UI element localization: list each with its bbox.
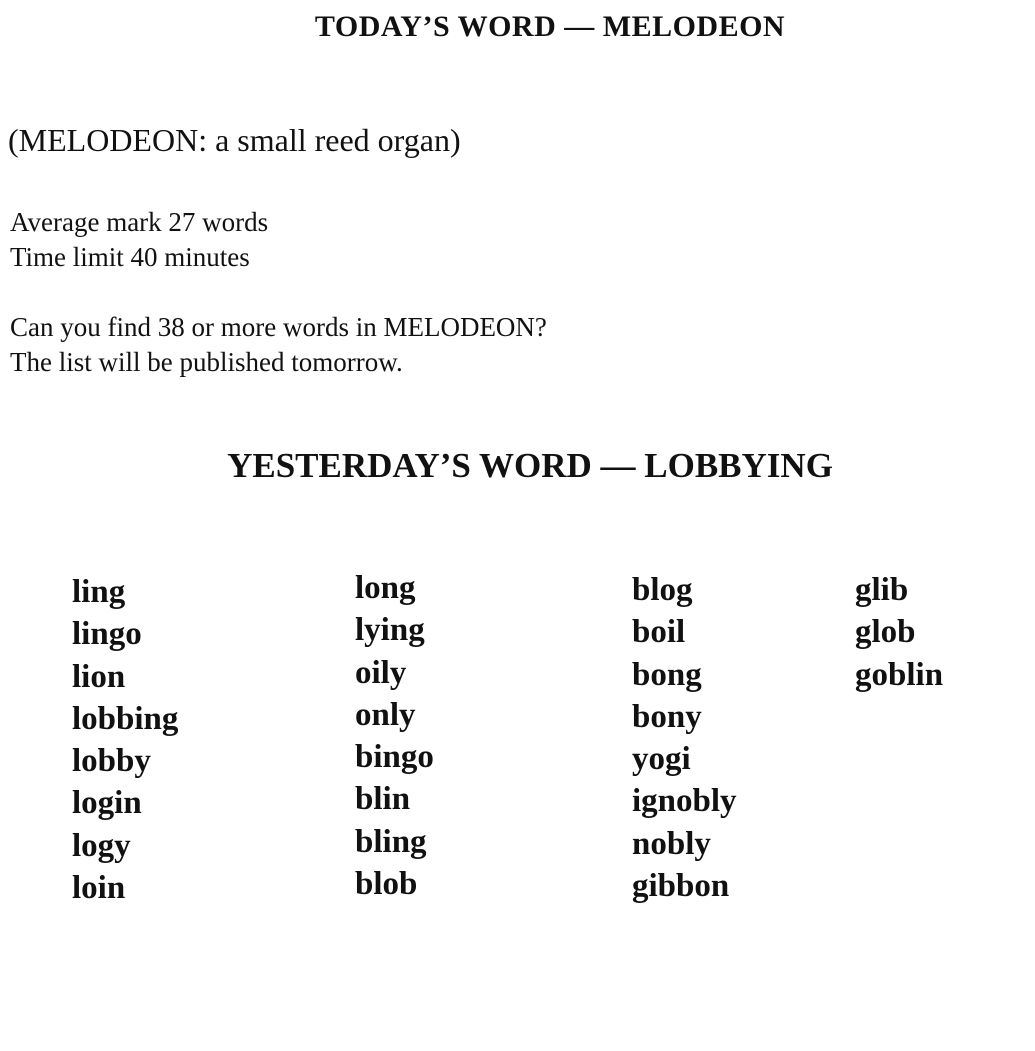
word-column-1 xyxy=(72,571,178,909)
word-column-2 xyxy=(355,567,434,905)
answer-word: ling xyxy=(72,574,126,610)
puzzle-stats xyxy=(10,205,268,275)
answer-word: blin xyxy=(355,781,411,818)
answer-word: bong xyxy=(632,656,702,693)
answer-word: yogi xyxy=(632,741,691,778)
word-column-3 xyxy=(632,569,737,907)
today-word-title: TODAY’S WORD — MELODEON xyxy=(314,10,786,43)
answer-word: lying xyxy=(355,612,425,649)
answer-word: bling xyxy=(355,823,427,860)
word-column-4 xyxy=(855,569,943,696)
answer-word: blob xyxy=(355,866,418,903)
answer-word: goblin xyxy=(855,656,944,693)
answer-word: lingo xyxy=(72,616,142,653)
answer-word: lion xyxy=(72,658,126,695)
answer-word: long xyxy=(355,570,416,606)
answer-word: bingo xyxy=(355,739,434,776)
answer-word: lobby xyxy=(72,743,151,780)
answer-word: glib xyxy=(855,572,909,608)
answer-word: blog xyxy=(632,572,693,608)
word-definition: (MELODEON: a small reed organ) xyxy=(8,122,461,158)
answer-word: ignobly xyxy=(632,783,737,820)
answer-word: lobbing xyxy=(72,700,179,737)
answer-word: logy xyxy=(72,827,131,864)
answer-word: bony xyxy=(632,698,702,735)
answer-word: glob xyxy=(855,614,916,651)
time-limit: Time limit 40 minutes xyxy=(10,242,250,272)
answer-word: gibbon xyxy=(632,868,730,905)
answer-word: login xyxy=(72,785,142,822)
answer-word: only xyxy=(355,696,416,733)
answer-word: boil xyxy=(632,614,686,651)
challenge-text xyxy=(10,310,547,380)
challenge-question: Can you find 38 or more words in MELODEON? xyxy=(10,312,547,342)
publish-note: The list will be published tomorrow. xyxy=(10,347,403,377)
yesterday-word-title: YESTERDAY’S WORD — LOBBYING xyxy=(227,446,833,485)
answer-word: loin xyxy=(72,870,126,907)
average-mark: Average mark 27 words xyxy=(10,207,269,237)
answer-word: nobly xyxy=(632,825,711,862)
answer-word: oily xyxy=(355,654,407,691)
